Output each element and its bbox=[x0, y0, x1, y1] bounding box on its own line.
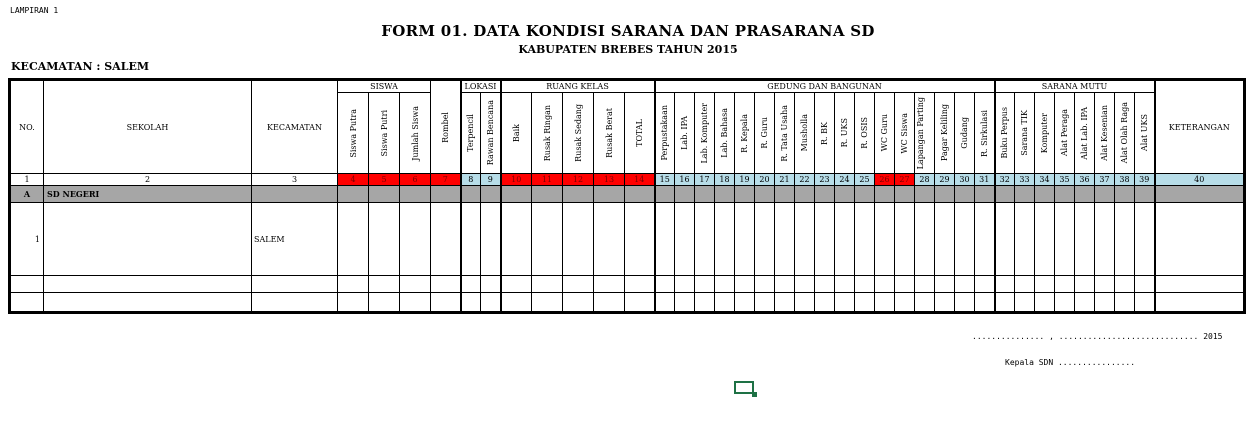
col-num: 34 bbox=[1035, 174, 1055, 186]
group-ruang-kelas: RUANG KELAS bbox=[501, 80, 655, 93]
col-num: 1 bbox=[10, 174, 44, 186]
header-r-guru: R. Guru bbox=[755, 93, 775, 174]
group-sarana-mutu: SARANA MUTU bbox=[995, 80, 1155, 93]
header-alat-kesenian: Alat Kesenian bbox=[1095, 93, 1115, 174]
col-num: 8 bbox=[461, 174, 481, 186]
category-code: A bbox=[10, 186, 44, 203]
header-sarana-tik: Sarana TIK bbox=[1015, 93, 1035, 174]
col-num: 28 bbox=[915, 174, 935, 186]
table-row bbox=[10, 203, 1245, 276]
header-r-sirkulasi: R. Sirkulasi bbox=[975, 93, 995, 174]
table-row bbox=[10, 293, 1245, 313]
header-siswa-putra: Siswa Putra bbox=[338, 93, 369, 174]
header-rusak-ringan: Rusak Ringan bbox=[532, 93, 563, 174]
header-alat-uks: Alat UKS bbox=[1135, 93, 1155, 174]
header-komputer: Komputer bbox=[1035, 93, 1055, 174]
col-num: 3 bbox=[252, 174, 338, 186]
header-siswa-putri: Siswa Putri bbox=[369, 93, 400, 174]
col-num: 6 bbox=[400, 174, 431, 186]
col-num: 29 bbox=[935, 174, 955, 186]
selected-cell[interactable] bbox=[734, 381, 754, 394]
col-num: 17 bbox=[695, 174, 715, 186]
col-num: 40 bbox=[1155, 174, 1245, 186]
header-r-bk: R. BK bbox=[815, 93, 835, 174]
date-line: ............... , ............................. 2015 bbox=[972, 332, 1223, 341]
header-kecamatan: KECAMATAN bbox=[252, 80, 338, 174]
header-alat-olah-raga: Alat Olah Raga bbox=[1115, 93, 1135, 174]
table-row bbox=[10, 276, 1245, 293]
col-num: 7 bbox=[431, 174, 461, 186]
col-num: 37 bbox=[1095, 174, 1115, 186]
col-num: 14 bbox=[625, 174, 655, 186]
header-alat-lab-ipa: Alat Lab. IPA bbox=[1075, 93, 1095, 174]
col-num: 22 bbox=[795, 174, 815, 186]
header-rawan-bencana: Rawan Bencana bbox=[481, 93, 501, 174]
form-title: FORM 01. DATA KONDISI SARANA DAN PRASARANA SD bbox=[381, 22, 875, 40]
header-terpencil: Terpencil bbox=[461, 93, 481, 174]
group-siswa: SISWA bbox=[338, 80, 431, 93]
header-alat-peraga: Alat Peraga bbox=[1055, 93, 1075, 174]
header-pagar-keliling: Pagar Keliling bbox=[935, 93, 955, 174]
header-r-tata-usaha: R. Tata Usaha bbox=[775, 93, 795, 174]
header-rusak-sedang: Rusak Sedang bbox=[563, 93, 594, 174]
header-gudang: Gudang bbox=[955, 93, 975, 174]
header-r-osis: R. OSIS bbox=[855, 93, 875, 174]
kecamatan-label: KECAMATAN : SALEM bbox=[11, 60, 150, 73]
header-lab-komputer: Lab. Komputer bbox=[695, 93, 715, 174]
col-num: 11 bbox=[532, 174, 563, 186]
header-musholla: Musholla bbox=[795, 93, 815, 174]
fill-handle[interactable] bbox=[752, 392, 757, 397]
col-num: 2 bbox=[44, 174, 252, 186]
col-num: 31 bbox=[975, 174, 995, 186]
col-num: 32 bbox=[995, 174, 1015, 186]
group-gedung: GEDUNG DAN BANGUNAN bbox=[655, 80, 995, 93]
col-num: 24 bbox=[835, 174, 855, 186]
col-num: 19 bbox=[735, 174, 755, 186]
col-num: 38 bbox=[1115, 174, 1135, 186]
header-no: NO. bbox=[10, 80, 44, 174]
col-num: 35 bbox=[1055, 174, 1075, 186]
column-number-row bbox=[10, 174, 1245, 186]
header-lapangan-parting: Lapangan Parting bbox=[915, 93, 935, 174]
header-rusak-berat: Rusak Berat bbox=[594, 93, 625, 174]
col-num: 13 bbox=[594, 174, 625, 186]
col-num: 26 bbox=[875, 174, 895, 186]
row-sekolah[interactable] bbox=[44, 203, 252, 276]
data-table bbox=[8, 78, 1246, 314]
form-subtitle: KABUPATEN BREBES TAHUN 2015 bbox=[518, 43, 738, 56]
category-name: SD NEGERI bbox=[44, 186, 252, 203]
header-lab-ipa: Lab. IPA bbox=[675, 93, 695, 174]
header-wc-siswa: WC Siswa bbox=[895, 93, 915, 174]
header-r-kepala: R. Kepala bbox=[735, 93, 755, 174]
col-num: 23 bbox=[815, 174, 835, 186]
header-wc-guru: WC Guru bbox=[875, 93, 895, 174]
col-num: 18 bbox=[715, 174, 735, 186]
col-num: 4 bbox=[338, 174, 369, 186]
group-lokasi: LOKASI bbox=[461, 80, 501, 93]
row-kecamatan[interactable]: SALEM bbox=[252, 203, 338, 276]
col-num: 21 bbox=[775, 174, 795, 186]
col-num: 9 bbox=[481, 174, 501, 186]
col-num: 5 bbox=[369, 174, 400, 186]
col-num: 15 bbox=[655, 174, 675, 186]
col-num: 16 bbox=[675, 174, 695, 186]
col-num: 33 bbox=[1015, 174, 1035, 186]
row-no[interactable]: 1 bbox=[10, 203, 44, 276]
col-num: 20 bbox=[755, 174, 775, 186]
col-num: 25 bbox=[855, 174, 875, 186]
category-row bbox=[10, 186, 1245, 203]
col-num: 12 bbox=[563, 174, 594, 186]
header-keterangan: KETERANGAN bbox=[1155, 80, 1245, 174]
col-num: 10 bbox=[501, 174, 532, 186]
kepala-sdn-line: Kepala SDN ................ bbox=[1005, 358, 1136, 367]
header-total: TOTAL bbox=[625, 93, 655, 174]
header-jumlah-siswa: Jumlah Siswa bbox=[400, 93, 431, 174]
header-perpustakaan: Perpustakaan bbox=[655, 93, 675, 174]
header-buku-perpus: Buku Perpus bbox=[995, 93, 1015, 174]
header-baik: Baik bbox=[501, 93, 532, 174]
header-sekolah: SEKOLAH bbox=[44, 80, 252, 174]
lampiran-label: LAMPIRAN 1 bbox=[10, 6, 59, 15]
header-lab-bahasa: Lab. Bahasa bbox=[715, 93, 735, 174]
header-r-uks: R. UKS bbox=[835, 93, 855, 174]
col-num: 30 bbox=[955, 174, 975, 186]
col-num: 39 bbox=[1135, 174, 1155, 186]
header-rombel: Rombel bbox=[431, 80, 461, 174]
col-num: 36 bbox=[1075, 174, 1095, 186]
col-num: 27 bbox=[895, 174, 915, 186]
